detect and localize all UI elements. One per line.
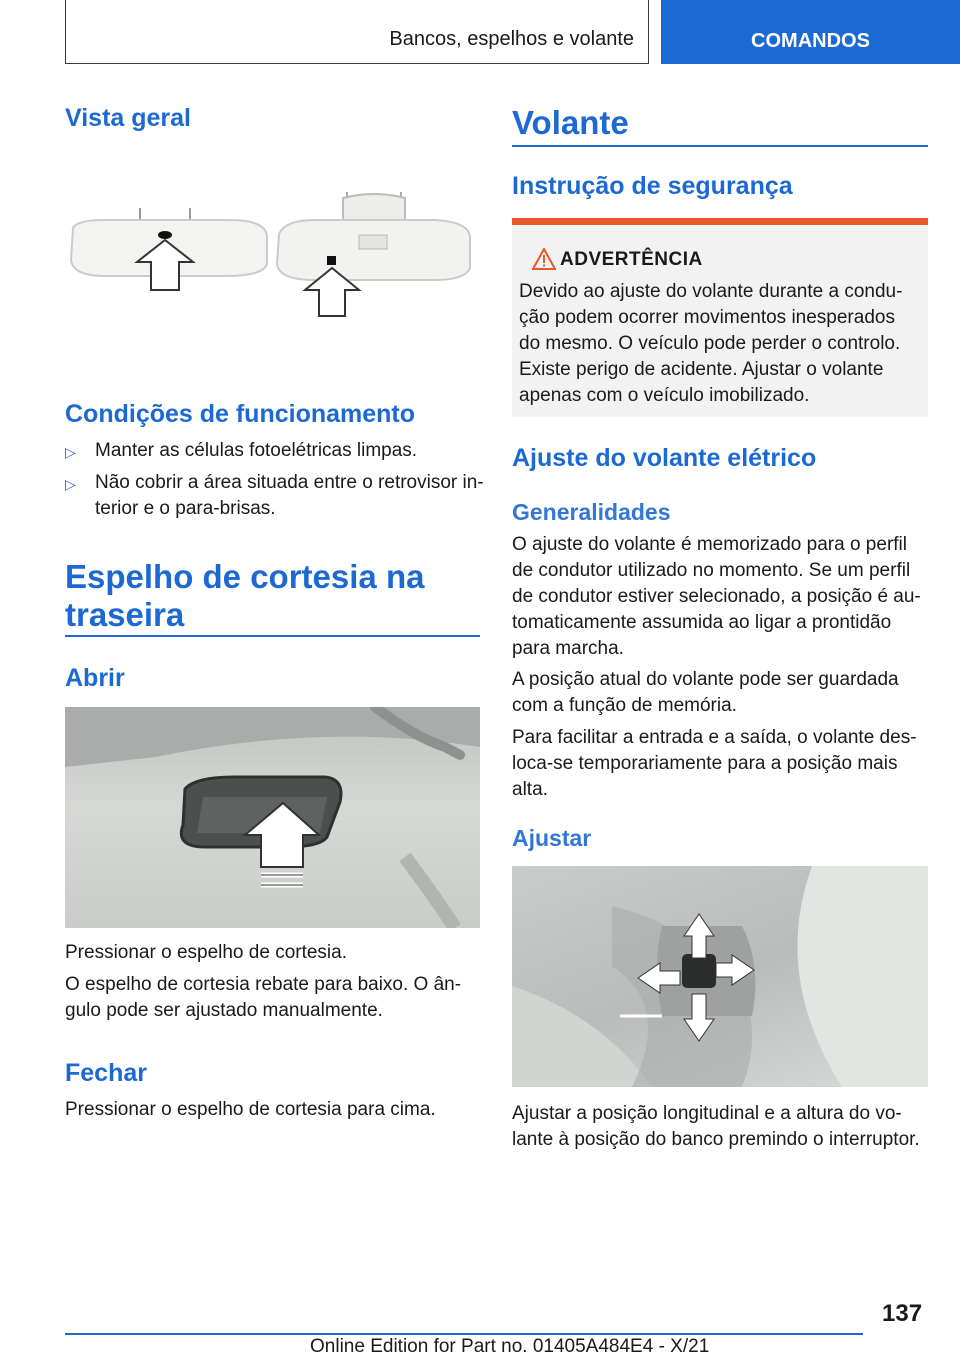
generalidades-line: O ajuste do volante é memorizado para o perfil	[512, 534, 907, 555]
generalidades-line: de condutor utilizado no momento. Se um perfil	[512, 560, 911, 581]
heading-line-2: traseira	[65, 596, 185, 633]
list-item-text: Manter as células fotoelétricas limpas.	[95, 440, 418, 461]
footer-rule	[65, 1333, 863, 1335]
warning-line: ção podem ocorrer movimentos inesperados	[519, 307, 895, 328]
heading-condicoes: Condições de funcionamento	[65, 400, 416, 428]
footer-edition: Online Edition for Part no. 01405A484E4 - X/21	[310, 1336, 710, 1357]
heading-volante: Volante	[512, 104, 629, 141]
heading-rule	[65, 635, 480, 637]
heading-rule	[512, 145, 928, 147]
entrada-line: loca-se temporariamente para a posição mais	[512, 753, 898, 774]
bullet-marker: ▷	[65, 476, 76, 492]
heading-ajuste-volante: Ajuste do volante elétrico	[512, 444, 817, 472]
warning-box	[512, 218, 928, 417]
heading-vista-geral: Vista geral	[65, 104, 192, 132]
abrir-paragraph-1: Pressionar o espelho de cortesia.	[65, 942, 347, 963]
heading-generalidades: Generalidades	[512, 499, 671, 525]
heading-instrucao: Instrução de segurança	[512, 172, 793, 200]
warning-line: do mesmo. O veículo pode perder o controlo.	[519, 333, 901, 354]
bullet-marker: ▷	[65, 444, 76, 460]
fechar-paragraph: Pressionar o espelho de cortesia para cima.	[65, 1099, 436, 1120]
vanity-mirror-photo	[65, 707, 480, 928]
ajustar-line: lante à posição do banco premindo o interruptor.	[512, 1129, 920, 1150]
header-section-title: Bancos, espelhos e volante	[389, 28, 634, 50]
heading-ajustar: Ajustar	[512, 825, 592, 851]
heading-abrir: Abrir	[65, 664, 125, 692]
header-section-box	[65, 0, 649, 64]
heading-espelho-cortesia	[65, 558, 424, 634]
list-item-text-continued: terior e o para-brisas.	[95, 498, 276, 519]
header-chapter-label: COMANDOS	[751, 29, 870, 52]
entrada-line: alta.	[512, 779, 548, 800]
entrada-line: Para facilitar a entrada e a saída, o volante des-	[512, 727, 917, 748]
warning-line: Devido ao ajuste do volante durante a condu-	[519, 281, 903, 302]
generalidades-line: de condutor estiver selecionado, a posição é au-	[512, 586, 921, 607]
heading-line-1: Espelho de cortesia na	[65, 558, 425, 595]
memoria-line: A posição atual do volante pode ser guardada	[512, 669, 899, 690]
warning-triangle-icon	[532, 248, 556, 270]
rearview-mirror-illustration	[65, 180, 480, 330]
header-chapter-tab[interactable]	[661, 0, 960, 64]
memoria-line: com a função de memória.	[512, 695, 737, 716]
generalidades-line: tomaticamente assumida ao ligar a prontidão	[512, 612, 892, 633]
heading-fechar: Fechar	[65, 1059, 147, 1087]
ajustar-line: Ajustar a posição longitudinal e a altura do vo-	[512, 1103, 902, 1124]
abrir-paragraph-2-line-2: gulo pode ser ajustado manualmente.	[65, 1000, 383, 1021]
list-item-text: Não cobrir a área situada entre o retrovisor in-	[95, 472, 484, 493]
warning-line: Existe perigo de acidente. Ajustar o volante	[519, 359, 884, 380]
abrir-paragraph-2-line-1: O espelho de cortesia rebate para baixo. O ân-	[65, 974, 462, 995]
warning-line: apenas com o veículo imobilizado.	[519, 385, 810, 406]
steering-switch-photo	[512, 866, 928, 1087]
warning-title: ADVERTÊNCIA	[560, 249, 703, 270]
generalidades-line: para marcha.	[512, 638, 624, 659]
page-number: 137	[882, 1300, 923, 1327]
